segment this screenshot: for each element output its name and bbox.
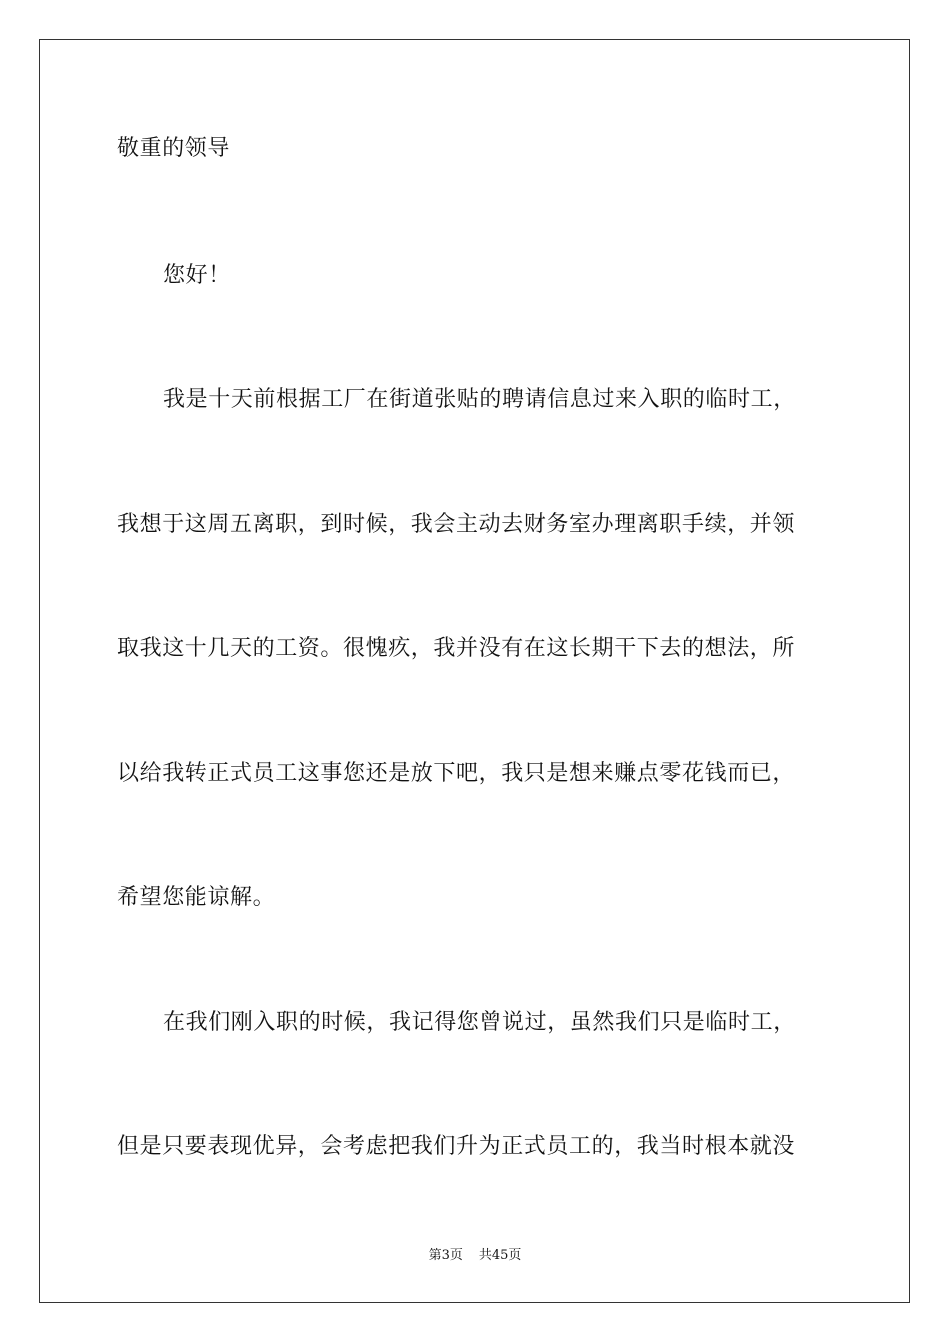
paragraph-line: 希望您能谅解。 (117, 885, 276, 910)
total-pages: 共45页 (478, 1248, 522, 1263)
paragraph-line: 但是只要表现优异，会考虑把我们升为正式员工的，我当时根本就没 (117, 1134, 796, 1159)
paragraph-line: 我想于这周五离职，到时候，我会主动去财务室办理离职手续，并领 (117, 512, 796, 537)
paragraph-line: 以给我转正式员工这事您还是放下吧，我只是想来赚点零花钱而已， (117, 761, 796, 786)
greeting: 您好！ (163, 263, 231, 288)
paragraph-line: 在我们刚入职的时候，我记得您曾说过，虽然我们只是临时工， (163, 1010, 796, 1035)
page-footer (0, 1247, 950, 1265)
paragraph-line: 取我这十几天的工资。很愧疚，我并没有在这长期干下去的想法，所 (117, 636, 796, 661)
page-number: 第3页 (428, 1248, 463, 1263)
page-border (39, 39, 910, 1303)
paragraph-line: 我是十天前根据工厂在街道张贴的聘请信息过来入职的临时工， (163, 387, 796, 412)
salutation: 敬重的领导 (117, 136, 231, 161)
